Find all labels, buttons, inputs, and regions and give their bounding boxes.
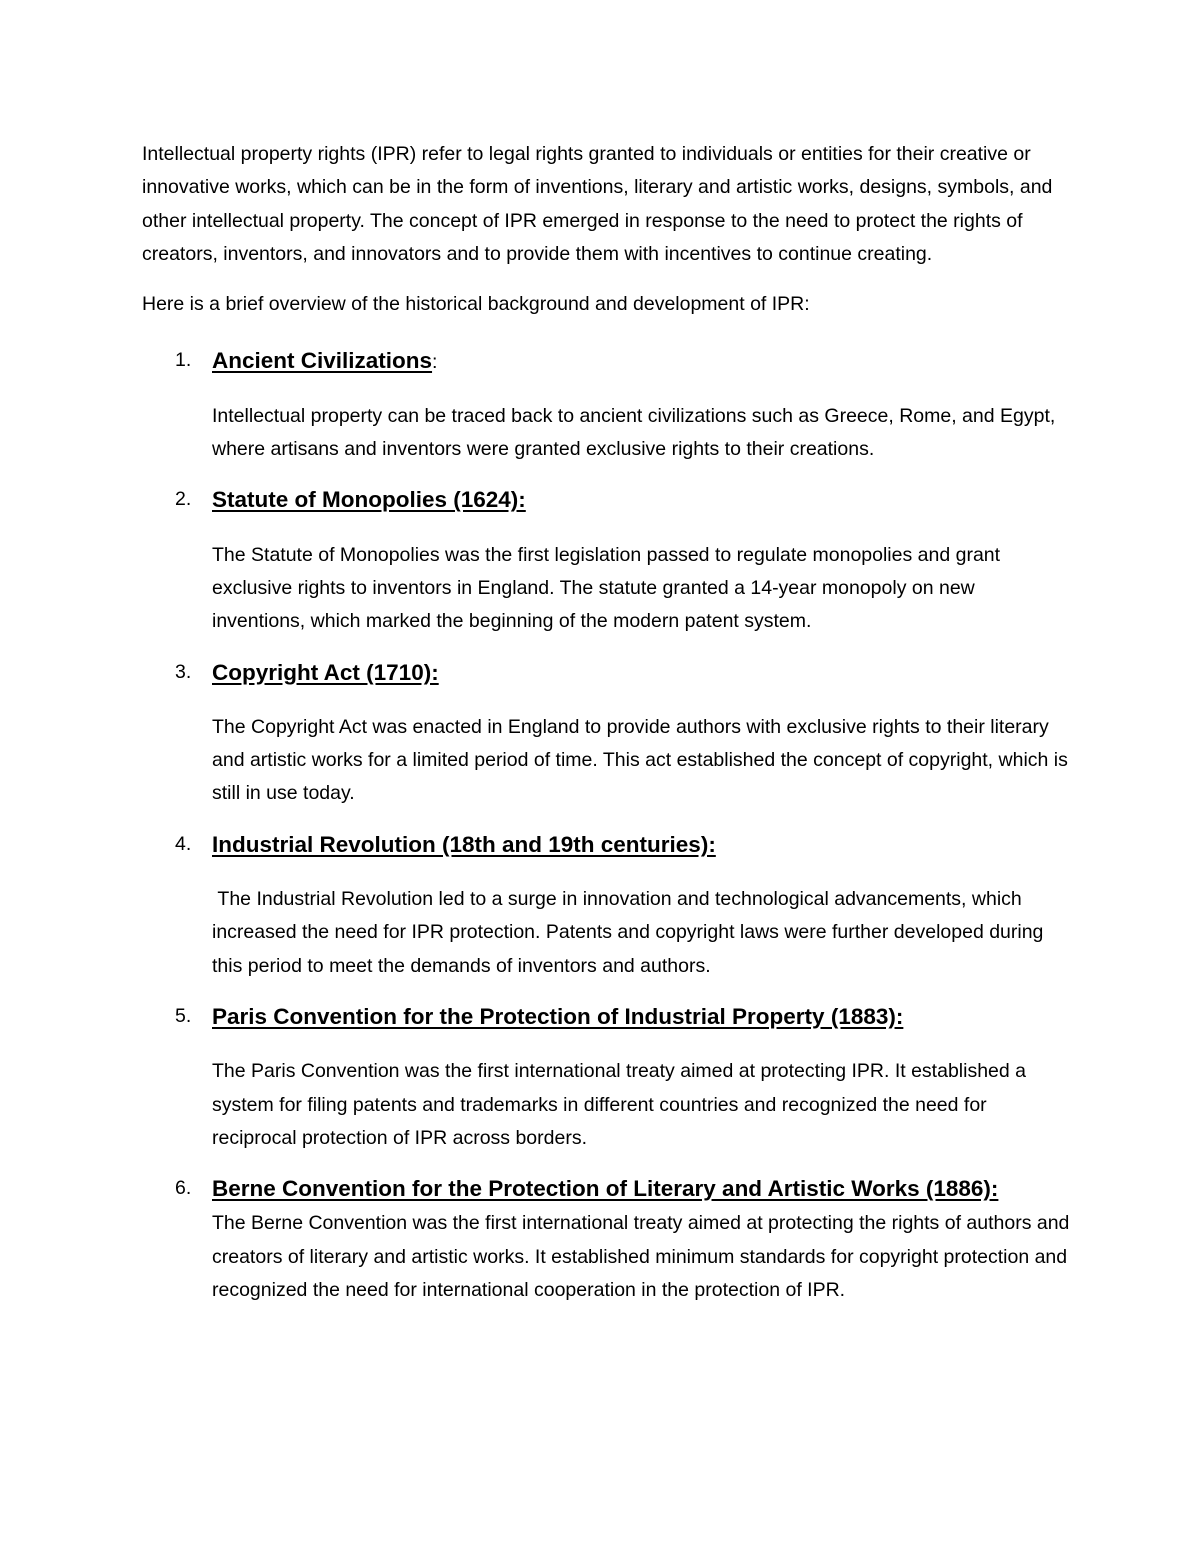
list-item-number: 5. (175, 1004, 192, 1027)
list-item-heading-line (212, 483, 1072, 518)
document-body (142, 138, 1072, 1307)
list-item-heading-suffix: : (432, 351, 438, 374)
list-item-heading: Statute of Monopolies (1624): (212, 487, 526, 513)
list-item-heading: Ancient Civilizations (212, 348, 433, 374)
list-item-body: The Berne Convention was the first international treaty aimed at protecting the rights of authors and creators of literary and artistic works. It established minimum standards for copyright protection and recognized the need for international cooperation in the protection of IPR. (212, 1212, 1070, 1302)
list-item-heading-line (212, 656, 1072, 691)
list-item-body: The Copyright Act was enacted in England to provide authors with exclusive rights to their literary and artistic works for a limited period of time. This act established the concept of copyright, which is still in use today. (212, 715, 1068, 805)
list-item-body: The Paris Convention was the first international treaty aimed at protecting IPR. It established a system for filing patents and trademarks in different countries and recognized the need for reciprocal protection of IPR across borders. (212, 1060, 1027, 1149)
list-item (142, 483, 1072, 638)
list-item-heading-line (212, 1172, 1072, 1207)
list-item-number: 2. (175, 488, 192, 511)
list-item (142, 656, 1072, 811)
history-list (142, 344, 1072, 1307)
list-item-heading: Paris Convention for the Protection of Industrial Property (1883): (212, 1003, 904, 1029)
intro-paragraph: Intellectual property rights (IPR) refer to legal rights granted to individuals or entities for their creative or innovative works, which can be in the form of inventions, literary and artistic works, designs, symbols, and other intellectual property. The concept of IPR emerged in response to the need to protect the rights of creators, inventors, and innovators and to provide them with incentives to continue creating. (142, 143, 1053, 265)
list-item-number: 6. (175, 1177, 192, 1200)
list-item-number: 3. (175, 660, 192, 683)
list-item-body: The Statute of Monopolies was the first legislation passed to regulate monopolies and grant exclusive rights to inventors in England. The statute granted a 14-year monopoly on new inventions, which marked the beginning of the modern patent system. (212, 543, 1001, 633)
list-item-number: 4. (175, 832, 192, 855)
lead-paragraph: Here is a brief overview of the historical background and development of IPR: (142, 293, 810, 316)
list-item-heading: Industrial Revolution (18th and 19th centuries): (212, 831, 716, 857)
list-item-body: Intellectual property can be traced back to ancient civilizations such as Greece, Rome, and Egypt, where artisans and inventors were granted exclusive rights to their creations. (212, 404, 1056, 461)
list-item-heading-line (212, 1000, 1072, 1035)
list-item-body: The Industrial Revolution led to a surge in innovation and technological advancements, which increased the need for IPR protection. Patents and copyright laws were further developed during this period to meet the demands of inventors and authors. (212, 888, 1049, 977)
list-item-heading-line (212, 344, 1072, 379)
list-item-heading: Copyright Act (1710): (212, 659, 439, 685)
list-item (142, 1172, 1072, 1307)
list-item-number: 1. (175, 349, 192, 372)
list-item-heading-line (212, 828, 1072, 863)
list-item (142, 1000, 1072, 1155)
list-item (142, 344, 1072, 466)
list-item (142, 828, 1072, 983)
list-item-heading: Berne Convention for the Protection of Literary and Artistic Works (1886): (212, 1176, 999, 1202)
